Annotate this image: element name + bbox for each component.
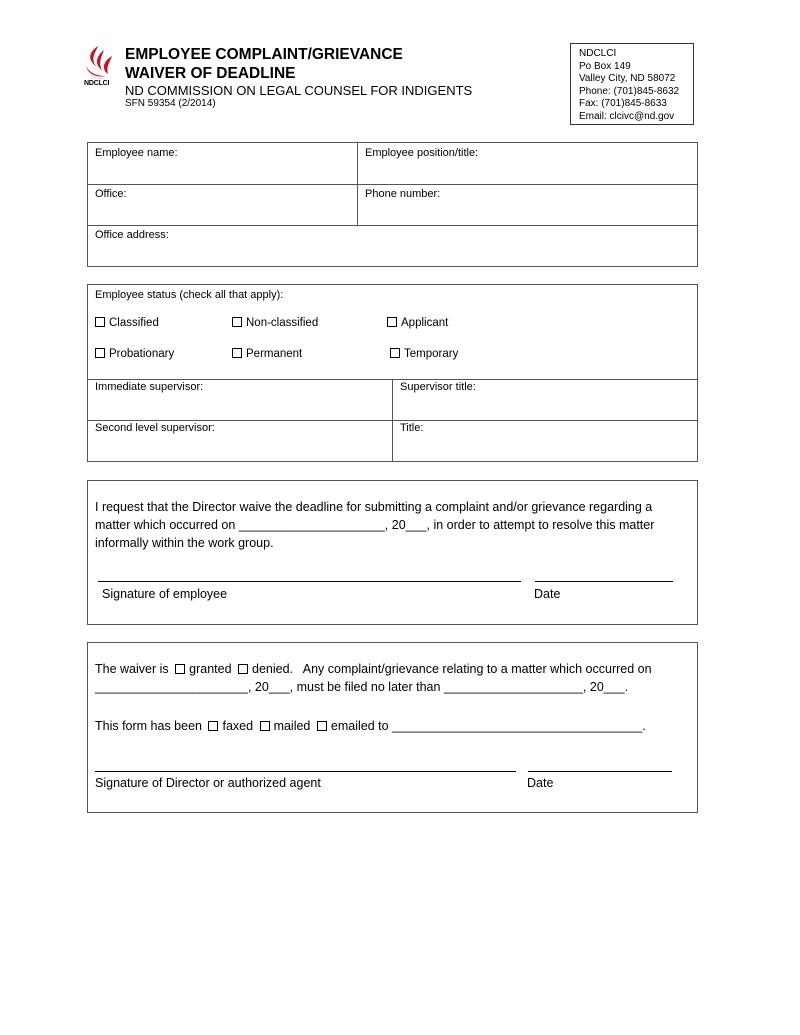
contact-org: NDCLCI [579,48,617,59]
granted-checkbox[interactable] [175,664,185,674]
waiver-line1-rest: Any complaint/grievance relating to a matter which occurred on [302,662,652,676]
contact-fax: Fax: (701)845-8633 [579,98,667,109]
employee-name-field[interactable]: Employee name: [95,147,178,159]
applicant-label: Applicant [401,317,449,329]
employee-signature-line[interactable] [98,581,521,582]
employee-info-section [87,142,698,267]
contact-email: Email: clcivc@nd.gov [579,110,675,122]
waiver-is-text: The waiver is [95,662,169,676]
phone-number-field[interactable]: Phone number: [365,188,441,200]
applicant-checkbox[interactable] [387,317,448,329]
contact-box [570,43,694,125]
form-title-line1: EMPLOYEE COMPLAINT/GRIEVANCE [125,46,403,63]
permanent-label: Permanent [246,348,303,360]
non-classified-checkbox[interactable] [232,317,318,329]
emailed-to-label[interactable]: emailed to ____________________________________. [330,719,646,733]
office-field[interactable]: Office: [95,188,127,200]
classified-label: Classified [109,317,159,329]
form-number: SFN 59354 (2/2014) [125,98,216,109]
classified-checkbox[interactable] [95,317,159,329]
faxed-checkbox[interactable] [208,721,218,731]
request-line3: informally within the work group. [95,536,274,550]
permanent-checkbox[interactable] [232,348,302,360]
emailed-checkbox[interactable] [317,721,327,731]
checkbox-icon [390,348,400,358]
form-sent-line [95,717,646,735]
director-date-label: Date [527,776,554,790]
office-address-field[interactable]: Office address: [95,229,169,241]
faxed-label: faxed [222,719,254,733]
supervisor-title-field[interactable]: Supervisor title: [400,381,476,393]
temporary-checkbox[interactable] [390,348,458,360]
non-classified-label: Non-classified [246,317,319,329]
mailed-checkbox[interactable] [260,721,270,731]
employee-date-line[interactable] [535,581,673,582]
second-supervisor-title-field[interactable]: Title: [400,422,424,434]
request-line2[interactable]: matter which occurred on _____________________, 20___, in order to attempt to resolve this matter [95,518,655,532]
checkbox-icon [232,348,242,358]
immediate-supervisor-field[interactable]: Immediate supervisor: [95,381,204,393]
employee-status-section [87,284,698,462]
probationary-checkbox[interactable] [95,348,174,360]
form-title-line2: WAIVER OF DEADLINE [125,65,296,82]
waiver-line2[interactable]: ______________________, 20___, must be filed no later than ____________________, 20___. [95,680,629,694]
director-signature-line[interactable] [95,771,516,772]
request-section [87,480,698,625]
checkbox-icon [387,317,397,327]
agency-name: ND COMMISSION ON LEGAL COUNSEL FOR INDIGENTS [125,83,473,98]
contact-po-box: Po Box 149 [579,60,631,72]
status-heading: Employee status (check all that apply): [95,289,284,301]
denied-label: denied. [252,662,294,676]
employee-signature-label: Signature of employee [102,587,228,601]
contact-city: Valley City, ND 58072 [579,73,676,84]
second-supervisor-field[interactable]: Second level supervisor: [95,422,215,434]
checkbox-icon [95,317,105,327]
request-line1: I request that the Director waive the deadline for submitting a complaint and/or grievance regarding a [95,500,653,514]
contact-phone: Phone: (701)845-8632 [579,85,680,97]
temporary-label: Temporary [404,348,459,360]
employee-position-field[interactable]: Employee position/title: [365,147,479,159]
employee-date-label: Date [534,587,561,601]
form-has-been-text: This form has been [95,719,202,733]
director-signature-label: Signature of Director or authorized agent [95,776,321,790]
denied-checkbox[interactable] [238,664,248,674]
director-date-line[interactable] [528,771,672,772]
checkbox-icon [95,348,105,358]
waiver-line1 [95,660,652,678]
checkbox-icon [232,317,242,327]
granted-label: granted [189,662,232,676]
mailed-label: mailed [273,719,311,733]
probationary-label: Probationary [109,348,175,360]
logo-text: NDCLCI [84,80,110,87]
decision-section [87,642,698,813]
